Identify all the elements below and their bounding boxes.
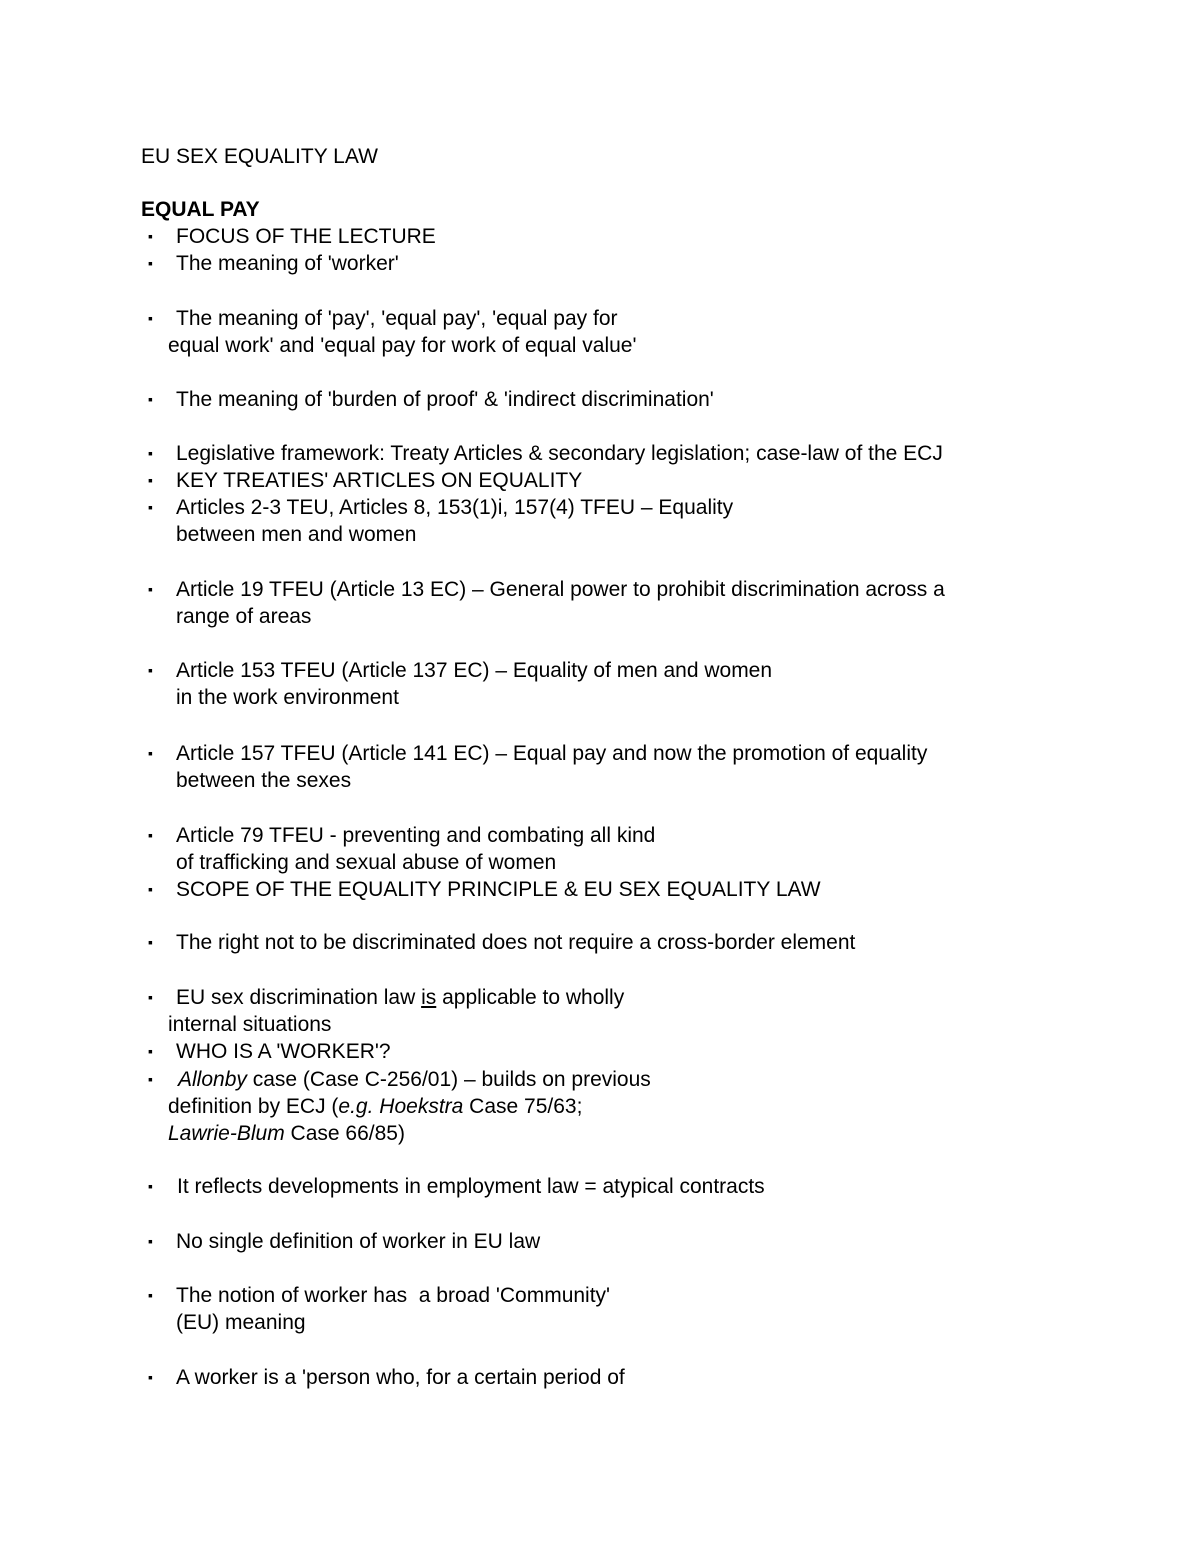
list-item-cross-border: The right not to be discriminated does not require a cross-border element	[176, 931, 856, 954]
list-item-legislative-framework: Legislative framework: Treaty Articles & secondary legislation; case-law of the ECJ	[176, 442, 943, 465]
bullet-icon: ▪	[148, 1233, 153, 1249]
bullet-icon: ▪	[148, 310, 153, 326]
list-item-scope: SCOPE OF THE EQUALITY PRINCIPLE & EU SEX EQUALITY LAW	[176, 878, 821, 901]
bullet-icon: ▪	[148, 445, 153, 461]
list-item-articles-2-3-line2: between men and women	[176, 523, 417, 546]
list-item-article-79-line2: of trafficking and sexual abuse of women	[176, 851, 557, 874]
list-item-allonby-line1	[178, 1066, 651, 1093]
bullet-icon: ▪	[148, 1071, 153, 1087]
text-fragment: EU sex discrimination law	[176, 986, 422, 1009]
bullet-icon: ▪	[148, 1287, 153, 1303]
list-item-community-meaning-line2: (EU) meaning	[176, 1311, 306, 1334]
list-item-allonby-line2	[168, 1093, 582, 1120]
underlined-word: is	[421, 986, 437, 1009]
list-item-pay-meaning-line2: equal work' and 'equal pay for work of equal value'	[168, 334, 637, 357]
bullet-icon: ▪	[148, 881, 153, 897]
text-fragment: definition by ECJ (	[168, 1095, 339, 1118]
section-heading-equal-pay: EQUAL PAY	[141, 198, 260, 221]
bullet-icon: ▪	[148, 1369, 153, 1385]
list-item-article-157-line2: between the sexes	[176, 769, 352, 792]
list-item-internal-situations-line1	[176, 984, 624, 1011]
bullet-icon: ▪	[148, 391, 153, 407]
text-fragment: Case 66/85)	[284, 1122, 405, 1145]
text-fragment: Case 75/63;	[463, 1095, 583, 1118]
case-name-italic: Hoekstra	[379, 1095, 464, 1118]
text-fragment: case (Case C-256/01) – builds on previous	[246, 1068, 651, 1091]
case-name-italic: Allonby	[178, 1068, 247, 1091]
bullet-icon: ▪	[148, 934, 153, 950]
list-item-article-79-line1: Article 79 TFEU - preventing and combating all kind	[176, 824, 656, 847]
case-name-italic: Lawrie-Blum	[168, 1122, 285, 1145]
list-item-focus: FOCUS OF THE LECTURE	[176, 225, 436, 248]
bullet-icon: ▪	[148, 1043, 153, 1059]
bullet-icon: ▪	[148, 1178, 153, 1194]
text-fragment: applicable to wholly	[436, 986, 625, 1009]
bullet-icon: ▪	[148, 662, 153, 678]
list-item-articles-2-3-line1: Articles 2-3 TEU, Articles 8, 153(1)i, 157(4) TFEU – Equality	[176, 496, 734, 519]
list-item-worker-meaning: The meaning of 'worker'	[176, 252, 399, 275]
list-item-article-19-line1: Article 19 TFEU (Article 13 EC) – General power to prohibit discrimination across a	[176, 578, 945, 601]
list-item-allonby-line3	[168, 1120, 405, 1147]
list-item-no-single-definition: No single definition of worker in EU law	[176, 1230, 541, 1253]
list-item-pay-meaning-line1: The meaning of 'pay', 'equal pay', 'equal pay for	[176, 307, 618, 330]
italic-fragment: e.g.	[338, 1095, 374, 1118]
document-title: EU SEX EQUALITY LAW	[141, 145, 378, 168]
list-item-key-treaties: KEY TREATIES' ARTICLES ON EQUALITY	[176, 469, 583, 492]
list-item-who-is-worker: WHO IS A 'WORKER'?	[176, 1040, 391, 1063]
list-item-burden-of-proof: The meaning of 'burden of proof' & 'indirect discrimination'	[176, 388, 714, 411]
list-item-article-19-line2: range of areas	[176, 605, 312, 628]
bullet-icon: ▪	[148, 989, 153, 1005]
list-item-community-meaning-line1: The notion of worker has a broad 'Community'	[176, 1284, 611, 1307]
list-item-article-157-line1: Article 157 TFEU (Article 141 EC) – Equal pay and now the promotion of equality	[176, 742, 928, 765]
bullet-icon: ▪	[148, 581, 153, 597]
list-item-atypical-contracts: It reflects developments in employment law = atypical contracts	[177, 1175, 765, 1198]
list-item-worker-definition: A worker is a 'person who, for a certain period of	[176, 1366, 625, 1389]
bullet-icon: ▪	[148, 745, 153, 761]
bullet-icon: ▪	[148, 255, 153, 271]
bullet-icon: ▪	[148, 499, 153, 515]
bullet-icon: ▪	[148, 472, 153, 488]
list-item-article-153-line2: in the work environment	[176, 686, 399, 709]
list-item-article-153-line1: Article 153 TFEU (Article 137 EC) – Equality of men and women	[176, 659, 773, 682]
bullet-icon: ▪	[148, 827, 153, 843]
list-item-internal-situations-line2: internal situations	[168, 1013, 332, 1036]
bullet-icon: ▪	[148, 228, 153, 244]
